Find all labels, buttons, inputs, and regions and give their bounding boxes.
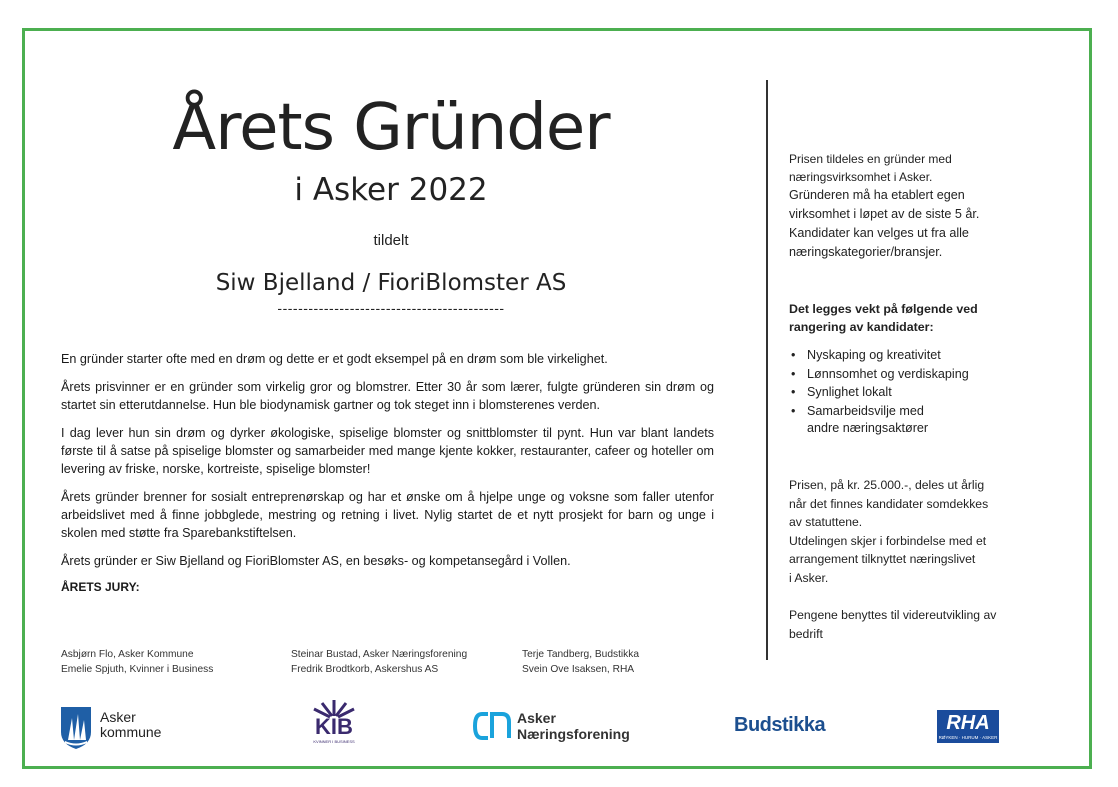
kib-logo-subtext: KVINNER I BUSINESS [313, 739, 355, 744]
paragraph: En gründer starter ofte med en drøm og dette er et godt eksempel på en drøm som ble virkelighet. [61, 352, 608, 366]
naering-symbol-icon [472, 710, 512, 742]
jury-heading: ÅRETS JURY: [61, 580, 140, 594]
sidebar-line: rangering av kandidater: [789, 320, 934, 334]
rha-logo [937, 710, 999, 743]
jury-member: Svein Ove Isaksen, RHA [522, 664, 635, 675]
sidebar-line: Prisen tildeles en gründer med [789, 152, 952, 166]
sidebar-line: Prisen, på kr. 25.000.-, deles ut årlig [789, 478, 985, 492]
criteria-item-continued: andre næringsaktører [807, 421, 929, 435]
paragraph: Årets prisvinner er en gründer som virkelig gror og blomstrer. Etter 30 år som lærer, fulgte gründeren sin drøm og startet sin etterutdannelse. Hun ble biodynamisk gartner og tok steget inn i blomsterenes verden. [61, 380, 714, 412]
award-subtitle: i Asker 2022 [294, 172, 488, 208]
sidebar-line: virksomhet i løpet av de siste 5 år. [789, 207, 980, 221]
criteria-item: • Nyskaping og kreativitet [789, 346, 1034, 365]
budstikka-logo: Budstikka [734, 714, 826, 736]
criteria-list [789, 346, 1034, 436]
sidebar-line: arrangement tilknyttet næringslivet [789, 552, 976, 566]
sidebar-line: når det finnes kandidater somdekkes [789, 496, 989, 511]
criteria-item: • Samarbeidsvilje med [789, 402, 1034, 421]
sidebar-line: Utdelingen skjer i forbindelse med et [789, 533, 987, 548]
sidebar-line: i Asker. [789, 570, 829, 585]
asker-logo-text: Asker [100, 709, 136, 725]
winner-name: Siw Bjelland / FioriBlomster AS [215, 270, 567, 296]
sidebar-line: Pengene benyttes til videreutvikling av [789, 608, 997, 622]
rha-logo-subtext: RØYKEN · HURUM · ASKER [938, 735, 998, 740]
jury-column-3 [522, 647, 639, 677]
criteria-item: • Synlighet lokalt [789, 383, 1034, 402]
sidebar-line: Gründeren må ha etablert egen [789, 188, 965, 202]
sidebar-line: Kandidater kan velges ut fra alle [789, 226, 969, 240]
paragraph: I dag lever hun sin drøm og dyrker økologiske, spiselige blomster og snittblomster til pynt. Hun var blant landets første til å satse på spiselige blomster og samarbeider med mange kjente kokker, restauranter, cafeer og hoteller om levering av friske, norske, kortreiste, spiselige blomster! [61, 426, 714, 476]
naering-logo-text: Næringsforening [517, 726, 630, 742]
sidebar-line: næringskategorier/bransjer. [789, 245, 943, 259]
jury-member: Fredrik Brodtkorb, Askershus AS [291, 664, 439, 675]
sidebar-line: bedrift [789, 626, 823, 641]
paragraph: Årets gründer brenner for sosialt entreprenørskap og har et ønske om å hjelpe unge og voksne som faller utenfor arbeidslivet med å finne jobbglede, mestring og retning i livet. Nylig startet de et nytt prosjekt for barn og unge i skolen med støtte fra Sparebankstiftelsen. [61, 490, 714, 540]
sidebar-line: Det legges vekt på følgende ved [789, 302, 978, 316]
jury-member: Asbjørn Flo, Asker Kommune [61, 649, 194, 660]
sidebar-line: næringsvirksomhet i Asker. [789, 170, 933, 184]
column-divider [766, 80, 768, 660]
divider-line: -------------------------------------------- [277, 300, 505, 316]
jury-column-2 [291, 647, 467, 677]
jury-column-1 [61, 647, 213, 677]
criteria-heading [789, 300, 1034, 336]
prize-info [789, 476, 1034, 587]
paragraph: Årets gründer er Siw Bjelland og FioriBlomster AS, en besøks- og kompetansegård i Vollen. [61, 554, 571, 568]
kib-logo-text: KIB [315, 714, 353, 739]
prize-usage [789, 606, 1034, 643]
kib-logo [306, 698, 362, 748]
criteria-item: • Lønnsomhet og verdiskaping [789, 365, 1034, 384]
asker-shield-icon [60, 706, 92, 750]
naering-logo-text: Asker [517, 710, 556, 726]
asker-naeringsforening-logo [472, 708, 642, 748]
rha-logo-text: RHA [946, 712, 990, 734]
sidebar-intro [789, 150, 1034, 262]
awarded-label: tildelt [373, 232, 409, 249]
sidebar-line: av statuttene. [789, 515, 863, 529]
award-title: Årets Gründer [172, 91, 610, 165]
jury-member: Steinar Bustad, Asker Næringsforening [291, 649, 468, 660]
jury-member: Emelie Spjuth, Kvinner i Business [61, 664, 214, 675]
asker-logo-text: kommune [100, 724, 162, 740]
asker-kommune-logo [60, 706, 180, 752]
jury-member: Terje Tandberg, Budstikka [522, 649, 640, 660]
citation-text [61, 350, 714, 596]
